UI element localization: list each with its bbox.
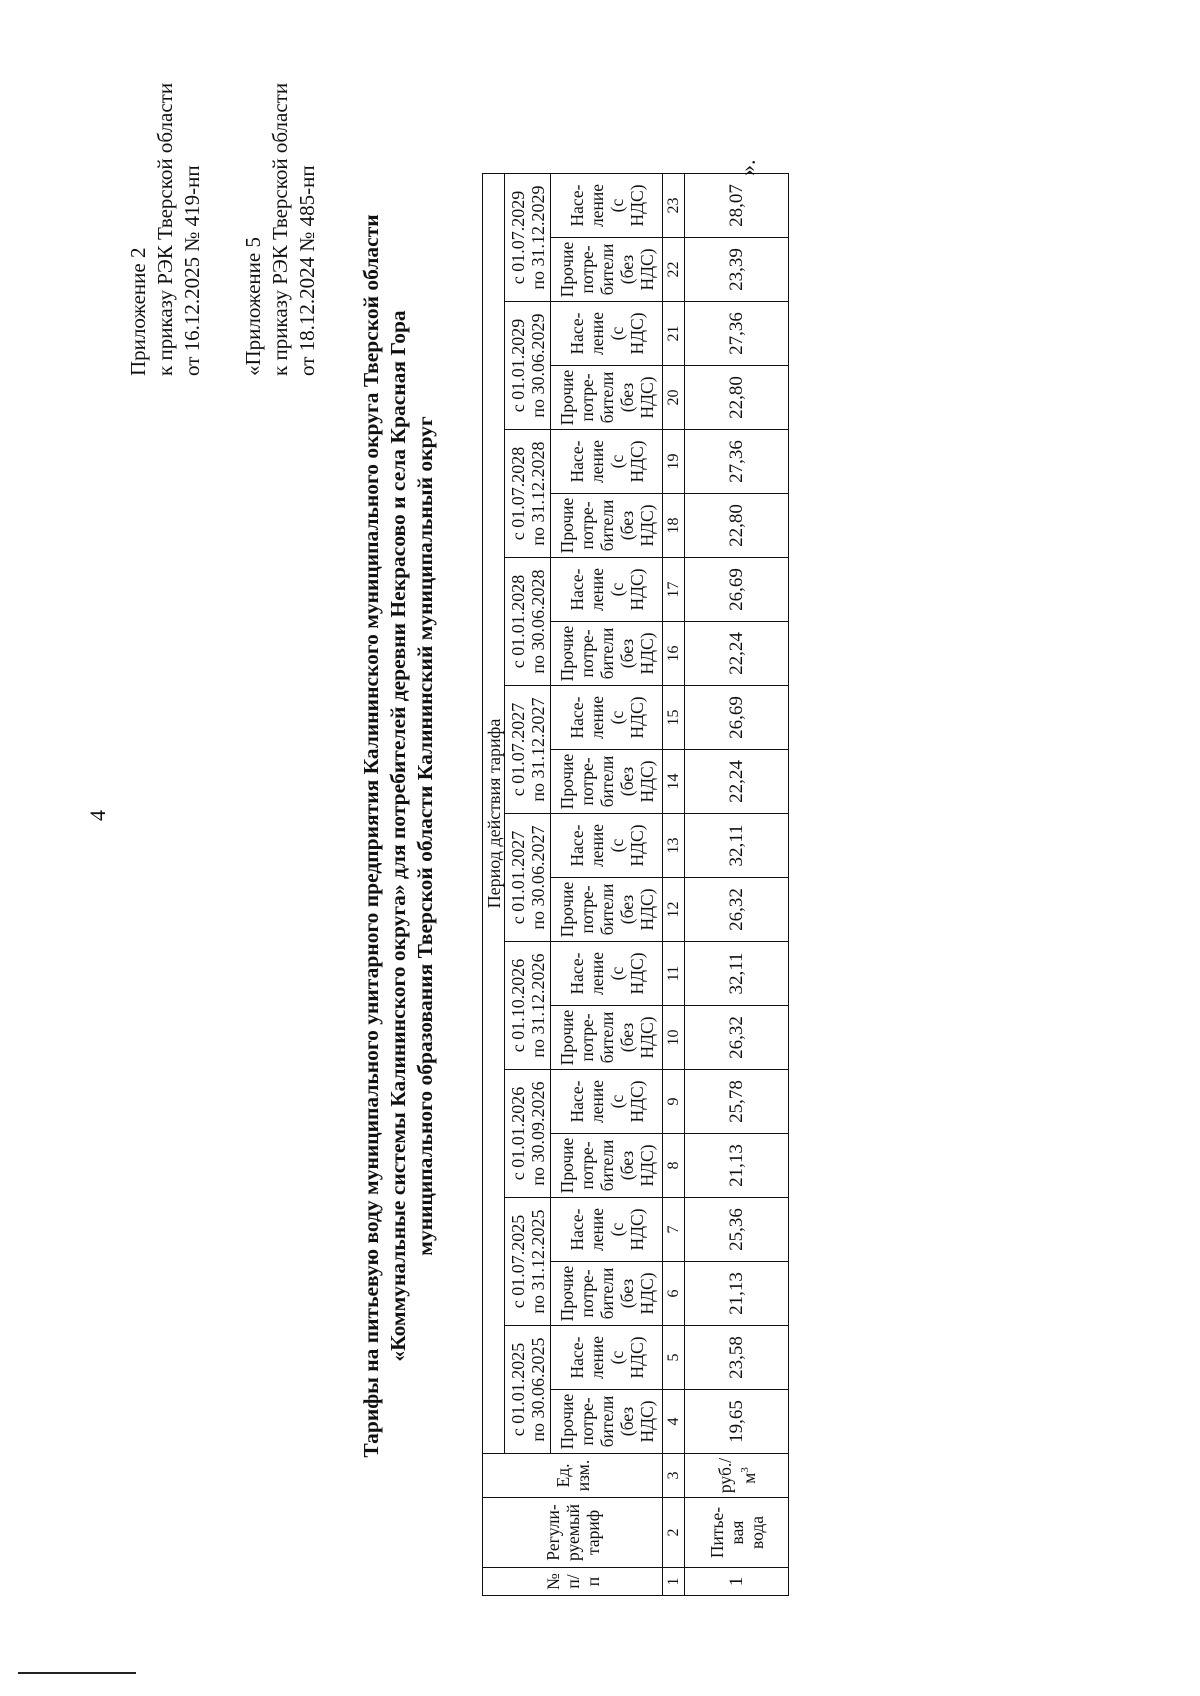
column-number-cell: 1 [663, 1568, 685, 1596]
header-category-line: (с [606, 582, 627, 597]
header-category-line: (с [606, 966, 627, 981]
header-category-line: бители [596, 243, 617, 296]
tariff-value-cell: 22,24 [685, 750, 789, 814]
column-number-cell: 23 [663, 174, 685, 238]
tariff-value-cell: 26,69 [685, 686, 789, 750]
header-period [505, 174, 551, 302]
header-category-line: Прочие [556, 241, 577, 298]
header-category-line: Насе- [566, 696, 587, 739]
tariff-value-cell: 23,39 [685, 238, 789, 302]
header-text: изм. [572, 1459, 593, 1492]
header-text: Ед. [552, 1463, 573, 1488]
header-category-line: Прочие [556, 1393, 577, 1450]
header-category-line: НДС) [636, 504, 657, 547]
appendix-reference-old [240, 83, 321, 376]
column-number-cell: 19 [663, 430, 685, 494]
unit-line: руб./ [714, 1457, 735, 1494]
tariff-value-cell: 21,13 [685, 1134, 789, 1198]
header-category-line: НДС) [636, 1144, 657, 1187]
header-category-line: бители [596, 1139, 617, 1192]
header-category-population [551, 174, 663, 238]
column-number-cell: 17 [663, 558, 685, 622]
header-category-line: бители [596, 1395, 617, 1448]
header-text: п [582, 1576, 603, 1587]
header-category-line: Прочие [556, 369, 577, 426]
header-category-line: НДС) [626, 1208, 647, 1251]
header-category-line: (без [616, 1406, 637, 1437]
column-number-cell: 12 [663, 878, 685, 942]
header-category-line: НДС) [626, 824, 647, 867]
tariff-value-cell: 22,80 [685, 494, 789, 558]
column-number-cell: 18 [663, 494, 685, 558]
header-category-line: Прочие [556, 1009, 577, 1066]
header-category-line: ление [586, 824, 607, 867]
tariff-value-cell: 23,58 [685, 1326, 789, 1390]
column-number-cell: 11 [663, 942, 685, 1006]
tariff-value-cell: 27,36 [685, 302, 789, 366]
header-period-caption: Период действия тарифа [483, 174, 505, 1454]
column-number-cell: 22 [663, 238, 685, 302]
header-category-line: потре- [576, 373, 597, 422]
header-category-line: бители [596, 883, 617, 936]
header-category-line: Прочие [556, 497, 577, 554]
service-cell [685, 1498, 789, 1568]
header-period-line: с 01.01.2029 [507, 318, 528, 413]
header-category-line: бители [596, 1267, 617, 1320]
header-text: п/ [562, 1574, 583, 1589]
appendix-line: к приказу РЭК Тверской области [268, 82, 292, 376]
unit-line [735, 1455, 759, 1496]
title-line: «Коммунальные системы Калининского округа» для потребителей деревни Некрасово и села Красная Гора [386, 310, 410, 1362]
header-period-line: с 01.07.2025 [507, 1214, 528, 1309]
header-category-line: Насе- [566, 824, 587, 867]
header-category-line: (с [606, 838, 627, 853]
header-period-line: по 31.12.2029 [527, 185, 548, 290]
header-category-population [551, 942, 663, 1006]
tariff-value-cell: 32,11 [685, 942, 789, 1006]
header-category-line: НДС) [636, 1272, 657, 1315]
header-category-other [551, 750, 663, 814]
unit-superscript: 3 [738, 1467, 751, 1473]
header-category-other [551, 878, 663, 942]
header-category-population [551, 1198, 663, 1262]
header-category-line: (с [606, 326, 627, 341]
header-category-line: (без [616, 510, 637, 541]
header-period [505, 302, 551, 430]
header-category-line: бители [596, 627, 617, 680]
header-category-line: НДС) [636, 760, 657, 803]
header-period-line: по 30.06.2028 [527, 569, 548, 674]
header-category-line: НДС) [636, 888, 657, 931]
header-category-line: бители [596, 755, 617, 808]
appendix-line: к приказу РЭК Тверской области [153, 82, 177, 376]
header-period [505, 1198, 551, 1326]
header-category-other [551, 238, 663, 302]
tariff-value-cell: 26,32 [685, 1006, 789, 1070]
header-category-line: НДС) [626, 312, 647, 355]
header-category-line: Насе- [566, 1080, 587, 1123]
column-number-cell: 13 [663, 814, 685, 878]
header-category-line: НДС) [636, 248, 657, 291]
header-category-other [551, 366, 663, 430]
column-number-cell: 7 [663, 1198, 685, 1262]
header-category-line: НДС) [636, 1016, 657, 1059]
header-category-line: ление [586, 952, 607, 995]
page-number: 4 [85, 810, 110, 821]
header-category-line: потре- [576, 1013, 597, 1062]
header-category-line: (с [606, 1350, 627, 1365]
scan-edge-mark [18, 1672, 136, 1674]
tariff-table [482, 173, 789, 1596]
tariff-value-cell: 25,36 [685, 1198, 789, 1262]
header-period-line: с 01.01.2026 [507, 1086, 528, 1181]
header-period [505, 558, 551, 686]
header-category-line: Насе- [566, 312, 587, 355]
header-period-line: с 01.01.2025 [507, 1342, 528, 1437]
header-category-line: Насе- [566, 1208, 587, 1251]
header-category-population [551, 302, 663, 366]
header-category-line: НДС) [636, 376, 657, 419]
header-category-line: (без [616, 894, 637, 925]
header-regulated-tariff [483, 1498, 663, 1568]
header-category-line: Насе- [566, 184, 587, 227]
header-category-line: потре- [576, 245, 597, 294]
header-text: руемый [562, 1504, 583, 1562]
row-number-cell: 1 [685, 1568, 789, 1596]
appendix-line: «Приложение 5 [241, 237, 265, 376]
header-category-other [551, 1390, 663, 1454]
header-text: Регули- [542, 1504, 563, 1561]
header-category-line: Насе- [566, 568, 587, 611]
tariff-value-cell: 27,36 [685, 430, 789, 494]
header-category-line: бители [596, 371, 617, 424]
header-category-line: Насе- [566, 1336, 587, 1379]
closing-quote: ». [735, 159, 760, 176]
header-category-line: НДС) [626, 568, 647, 611]
header-period-line: по 31.12.2026 [527, 953, 548, 1058]
tariff-value-cell: 32,11 [685, 814, 789, 878]
header-text: тариф [582, 1509, 603, 1556]
header-period-line: с 01.10.2026 [507, 958, 528, 1053]
tariff-value-cell: 26,69 [685, 558, 789, 622]
header-period-line: по 30.06.2025 [527, 1337, 548, 1442]
header-category-line: ление [586, 312, 607, 355]
column-number-cell: 14 [663, 750, 685, 814]
header-category-other [551, 1134, 663, 1198]
header-category-line: НДС) [626, 440, 647, 483]
appendix-reference-new [125, 83, 206, 376]
column-number-cell: 3 [663, 1454, 685, 1498]
column-number-cell: 8 [663, 1134, 685, 1198]
header-category-line: потре- [576, 757, 597, 806]
service-line: вода [746, 1515, 767, 1550]
header-period-line: с 01.01.2028 [507, 574, 528, 669]
header-category-line: НДС) [626, 184, 647, 227]
header-period-line: по 31.12.2025 [527, 1209, 548, 1314]
header-category-population [551, 686, 663, 750]
header-category-population [551, 1070, 663, 1134]
header-category-line: потре- [576, 1397, 597, 1446]
header-category-line: ление [586, 1208, 607, 1251]
header-period [505, 814, 551, 942]
header-category-line: НДС) [636, 1400, 657, 1443]
appendix-line: Приложение 2 [126, 247, 150, 376]
table-title [358, 76, 439, 1596]
header-category-population [551, 430, 663, 494]
column-number-cell: 5 [663, 1326, 685, 1390]
appendix-line: от 16.12.2025 № 419-нп [180, 165, 204, 376]
header-category-line: бители [596, 1011, 617, 1064]
header-category-line: потре- [576, 1141, 597, 1190]
tariff-value-cell: 19,65 [685, 1390, 789, 1454]
column-number-cell: 4 [663, 1390, 685, 1454]
tariff-value-cell: 28,07 [685, 174, 789, 238]
header-category-line: ление [586, 1080, 607, 1123]
header-category-line: потре- [576, 1269, 597, 1318]
header-unit [483, 1454, 663, 1498]
header-category-line: ление [586, 440, 607, 483]
header-category-line: Прочие [556, 625, 577, 682]
header-period [505, 1070, 551, 1198]
header-period-line: по 30.06.2027 [527, 825, 548, 930]
header-period-line: по 30.09.2026 [527, 1081, 548, 1186]
header-period-line: с 01.07.2029 [507, 190, 528, 285]
header-category-line: (с [606, 454, 627, 469]
service-line: Питье- [706, 1506, 727, 1559]
column-number-cell: 20 [663, 366, 685, 430]
title-line: Тарифы на питьевую воду муниципального унитарного предприятия Калининского муниципального округа Тверской области [359, 214, 383, 1458]
header-period [505, 686, 551, 814]
header-category-line: (без [616, 638, 637, 669]
title-line: муниципального образования Тверской области Калининский муниципальный округ [413, 416, 437, 1256]
header-category-other [551, 1006, 663, 1070]
column-number-cell: 10 [663, 1006, 685, 1070]
header-category-population [551, 558, 663, 622]
unit-text: м [738, 1472, 759, 1484]
header-category-line: (без [616, 1022, 637, 1053]
header-category-line: (без [616, 254, 637, 285]
header-category-line: НДС) [626, 1080, 647, 1123]
header-period [505, 942, 551, 1070]
header-category-line: Прочие [556, 1137, 577, 1194]
header-period-line: по 31.12.2027 [527, 697, 548, 802]
column-number-cell: 6 [663, 1262, 685, 1326]
header-category-line: ление [586, 184, 607, 227]
tariff-value-cell: 25,78 [685, 1070, 789, 1134]
header-category-population [551, 814, 663, 878]
header-category-line: (без [616, 1278, 637, 1309]
header-category-other [551, 1262, 663, 1326]
header-period-line: по 30.06.2029 [527, 313, 548, 418]
table-row [685, 174, 789, 1596]
header-category-line: Насе- [566, 440, 587, 483]
header-category-line: Прочие [556, 881, 577, 938]
header-category-line: Насе- [566, 952, 587, 995]
header-category-line: (с [606, 1222, 627, 1237]
header-period-line: по 31.12.2028 [527, 441, 548, 546]
header-period-line: с 01.07.2028 [507, 446, 528, 541]
header-category-line: (с [606, 710, 627, 725]
header-category-line: потре- [576, 629, 597, 678]
tariff-value-cell: 22,80 [685, 366, 789, 430]
header-category-line: ление [586, 696, 607, 739]
header-category-line: бители [596, 499, 617, 552]
header-category-line: (без [616, 766, 637, 797]
header-category-line: ление [586, 568, 607, 611]
header-category-line: (без [616, 382, 637, 413]
header-category-line: НДС) [626, 952, 647, 995]
header-category-line: ление [586, 1336, 607, 1379]
header-category-other [551, 494, 663, 558]
service-line: вая [726, 1520, 747, 1545]
header-text: № [542, 1573, 563, 1590]
header-category-line: НДС) [626, 696, 647, 739]
column-number-cell: 15 [663, 686, 685, 750]
header-period-line: с 01.07.2027 [507, 702, 528, 797]
column-number-cell: 2 [663, 1498, 685, 1568]
header-category-line: потре- [576, 885, 597, 934]
header-row-number [483, 1568, 663, 1596]
header-category-line: (без [616, 1150, 637, 1181]
column-number-cell: 16 [663, 622, 685, 686]
tariff-value-cell: 26,32 [685, 878, 789, 942]
header-category-line: Прочие [556, 753, 577, 810]
header-category-line: Прочие [556, 1265, 577, 1322]
header-category-other [551, 622, 663, 686]
header-category-line: (с [606, 198, 627, 213]
header-category-line: НДС) [636, 632, 657, 675]
header-category-line: (с [606, 1094, 627, 1109]
column-number-cell: 9 [663, 1070, 685, 1134]
unit-cell [685, 1454, 789, 1498]
header-period [505, 1326, 551, 1454]
tariff-value-cell: 22,24 [685, 622, 789, 686]
header-period-line: с 01.01.2027 [507, 830, 528, 925]
header-category-population [551, 1326, 663, 1390]
appendix-line: от 18.12.2024 № 485-нп [295, 165, 319, 376]
column-number-cell: 21 [663, 302, 685, 366]
header-category-line: НДС) [626, 1336, 647, 1379]
header-category-line: потре- [576, 501, 597, 550]
header-period [505, 430, 551, 558]
tariff-value-cell: 21,13 [685, 1262, 789, 1326]
